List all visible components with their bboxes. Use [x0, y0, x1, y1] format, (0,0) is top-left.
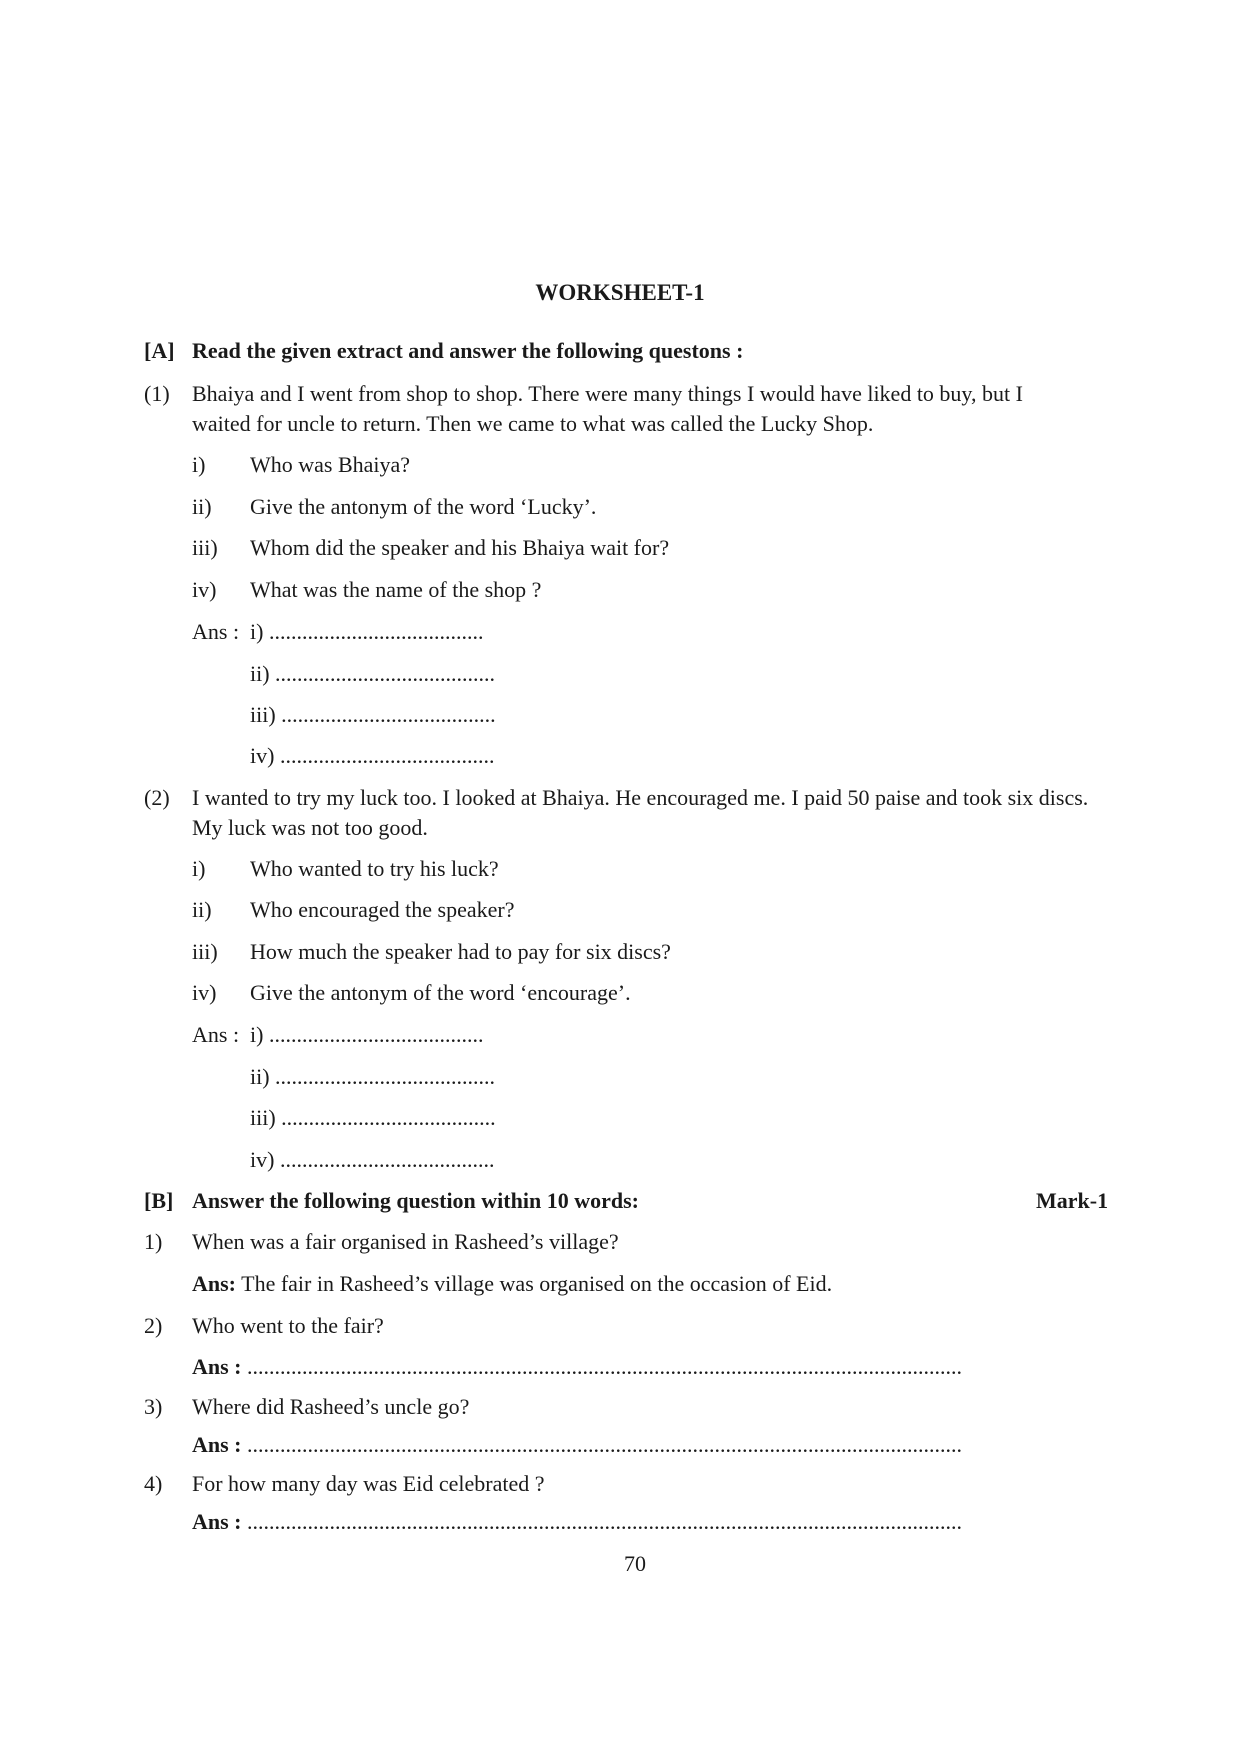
q2-ans-line: ii) ........................................: [250, 1064, 496, 1089]
b-ans-text: ..................................................................................................................................: [247, 1354, 963, 1379]
q2-sub-question: How much the speaker had to pay for six discs?: [250, 939, 671, 964]
q1-sub-number: iii): [192, 535, 218, 560]
q2-sub-number: iii): [192, 939, 218, 964]
section-b-marks: Mark-1: [1036, 1188, 1109, 1213]
b-ans-text: ..................................................................................................................................: [247, 1509, 963, 1534]
q1-sub-number: i): [192, 452, 206, 477]
b-question-number: 2): [144, 1313, 163, 1338]
b-ans-text: The fair in Rasheed’s village was organised on the occasion of Eid.: [241, 1271, 833, 1296]
q2-passage-line-1: I wanted to try my luck too. I looked at Bhaiya. He encouraged me. I paid 50 paise and took six discs.: [192, 785, 1089, 810]
q1-ans-label: Ans :: [192, 619, 240, 644]
q1-sub-question: Give the antonym of the word ‘Lucky’.: [250, 494, 597, 519]
section-a-heading: Read the given extract and answer the following questons :: [192, 338, 744, 363]
q2-ans-label: Ans :: [192, 1022, 240, 1047]
q2-ans-line: iv) .......................................: [250, 1147, 495, 1172]
b-ans-label: Ans :: [192, 1509, 242, 1534]
b-ans-label: Ans:: [192, 1271, 237, 1296]
worksheet-title: WORKSHEET-1: [535, 280, 705, 305]
q2-sub-question: Who wanted to try his luck?: [250, 856, 499, 881]
b-question-text: Where did Rasheed’s uncle go?: [192, 1394, 470, 1419]
q1-ans-line: i) .......................................: [250, 619, 484, 644]
q1-passage-line-1: Bhaiya and I went from shop to shop. There were many things I would have liked to buy, but I: [192, 381, 1023, 406]
q2-ans-line: iii) .......................................: [250, 1105, 496, 1130]
b-ans-label: Ans :: [192, 1354, 242, 1379]
q1-ans-line: iv) .......................................: [250, 743, 495, 768]
q1-number: (1): [144, 381, 170, 406]
b-question-text: For how many day was Eid celebrated ?: [192, 1471, 545, 1496]
q2-sub-number: iv): [192, 980, 217, 1005]
q1-ans-line: iii) .......................................: [250, 702, 496, 727]
section-b-heading: Answer the following question within 10 words:: [192, 1188, 639, 1213]
q2-number: (2): [144, 785, 170, 810]
q2-sub-number: ii): [192, 897, 212, 922]
b-question-number: 4): [144, 1471, 163, 1496]
q1-sub-number: iv): [192, 577, 217, 602]
q1-sub-question: Who was Bhaiya?: [250, 452, 411, 477]
b-ans-text: ..................................................................................................................................: [247, 1432, 963, 1457]
q1-ans-line: ii) ........................................: [250, 661, 496, 686]
q2-sub-question: Give the antonym of the word ‘encourage’.: [250, 980, 631, 1005]
q1-sub-number: ii): [192, 494, 212, 519]
q1-sub-question: Whom did the speaker and his Bhaiya wait for?: [250, 535, 670, 560]
page-number: 70: [624, 1551, 646, 1576]
section-a-label: [A]: [144, 338, 175, 363]
q2-passage-line-2: My luck was not too good.: [192, 815, 428, 840]
q2-ans-line: i) .......................................: [250, 1022, 484, 1047]
q1-sub-question: What was the name of the shop ?: [250, 577, 542, 602]
q2-sub-question: Who encouraged the speaker?: [250, 897, 515, 922]
section-b-label: [B]: [144, 1188, 174, 1213]
b-question-number: 1): [144, 1229, 163, 1254]
q2-sub-number: i): [192, 856, 206, 881]
b-ans-label: Ans :: [192, 1432, 242, 1457]
q1-passage-line-2: waited for uncle to return. Then we came to what was called the Lucky Shop.: [192, 411, 874, 436]
b-question-text: When was a fair organised in Rasheed’s village?: [192, 1229, 619, 1254]
b-question-number: 3): [144, 1394, 163, 1419]
b-question-text: Who went to the fair?: [192, 1313, 384, 1338]
